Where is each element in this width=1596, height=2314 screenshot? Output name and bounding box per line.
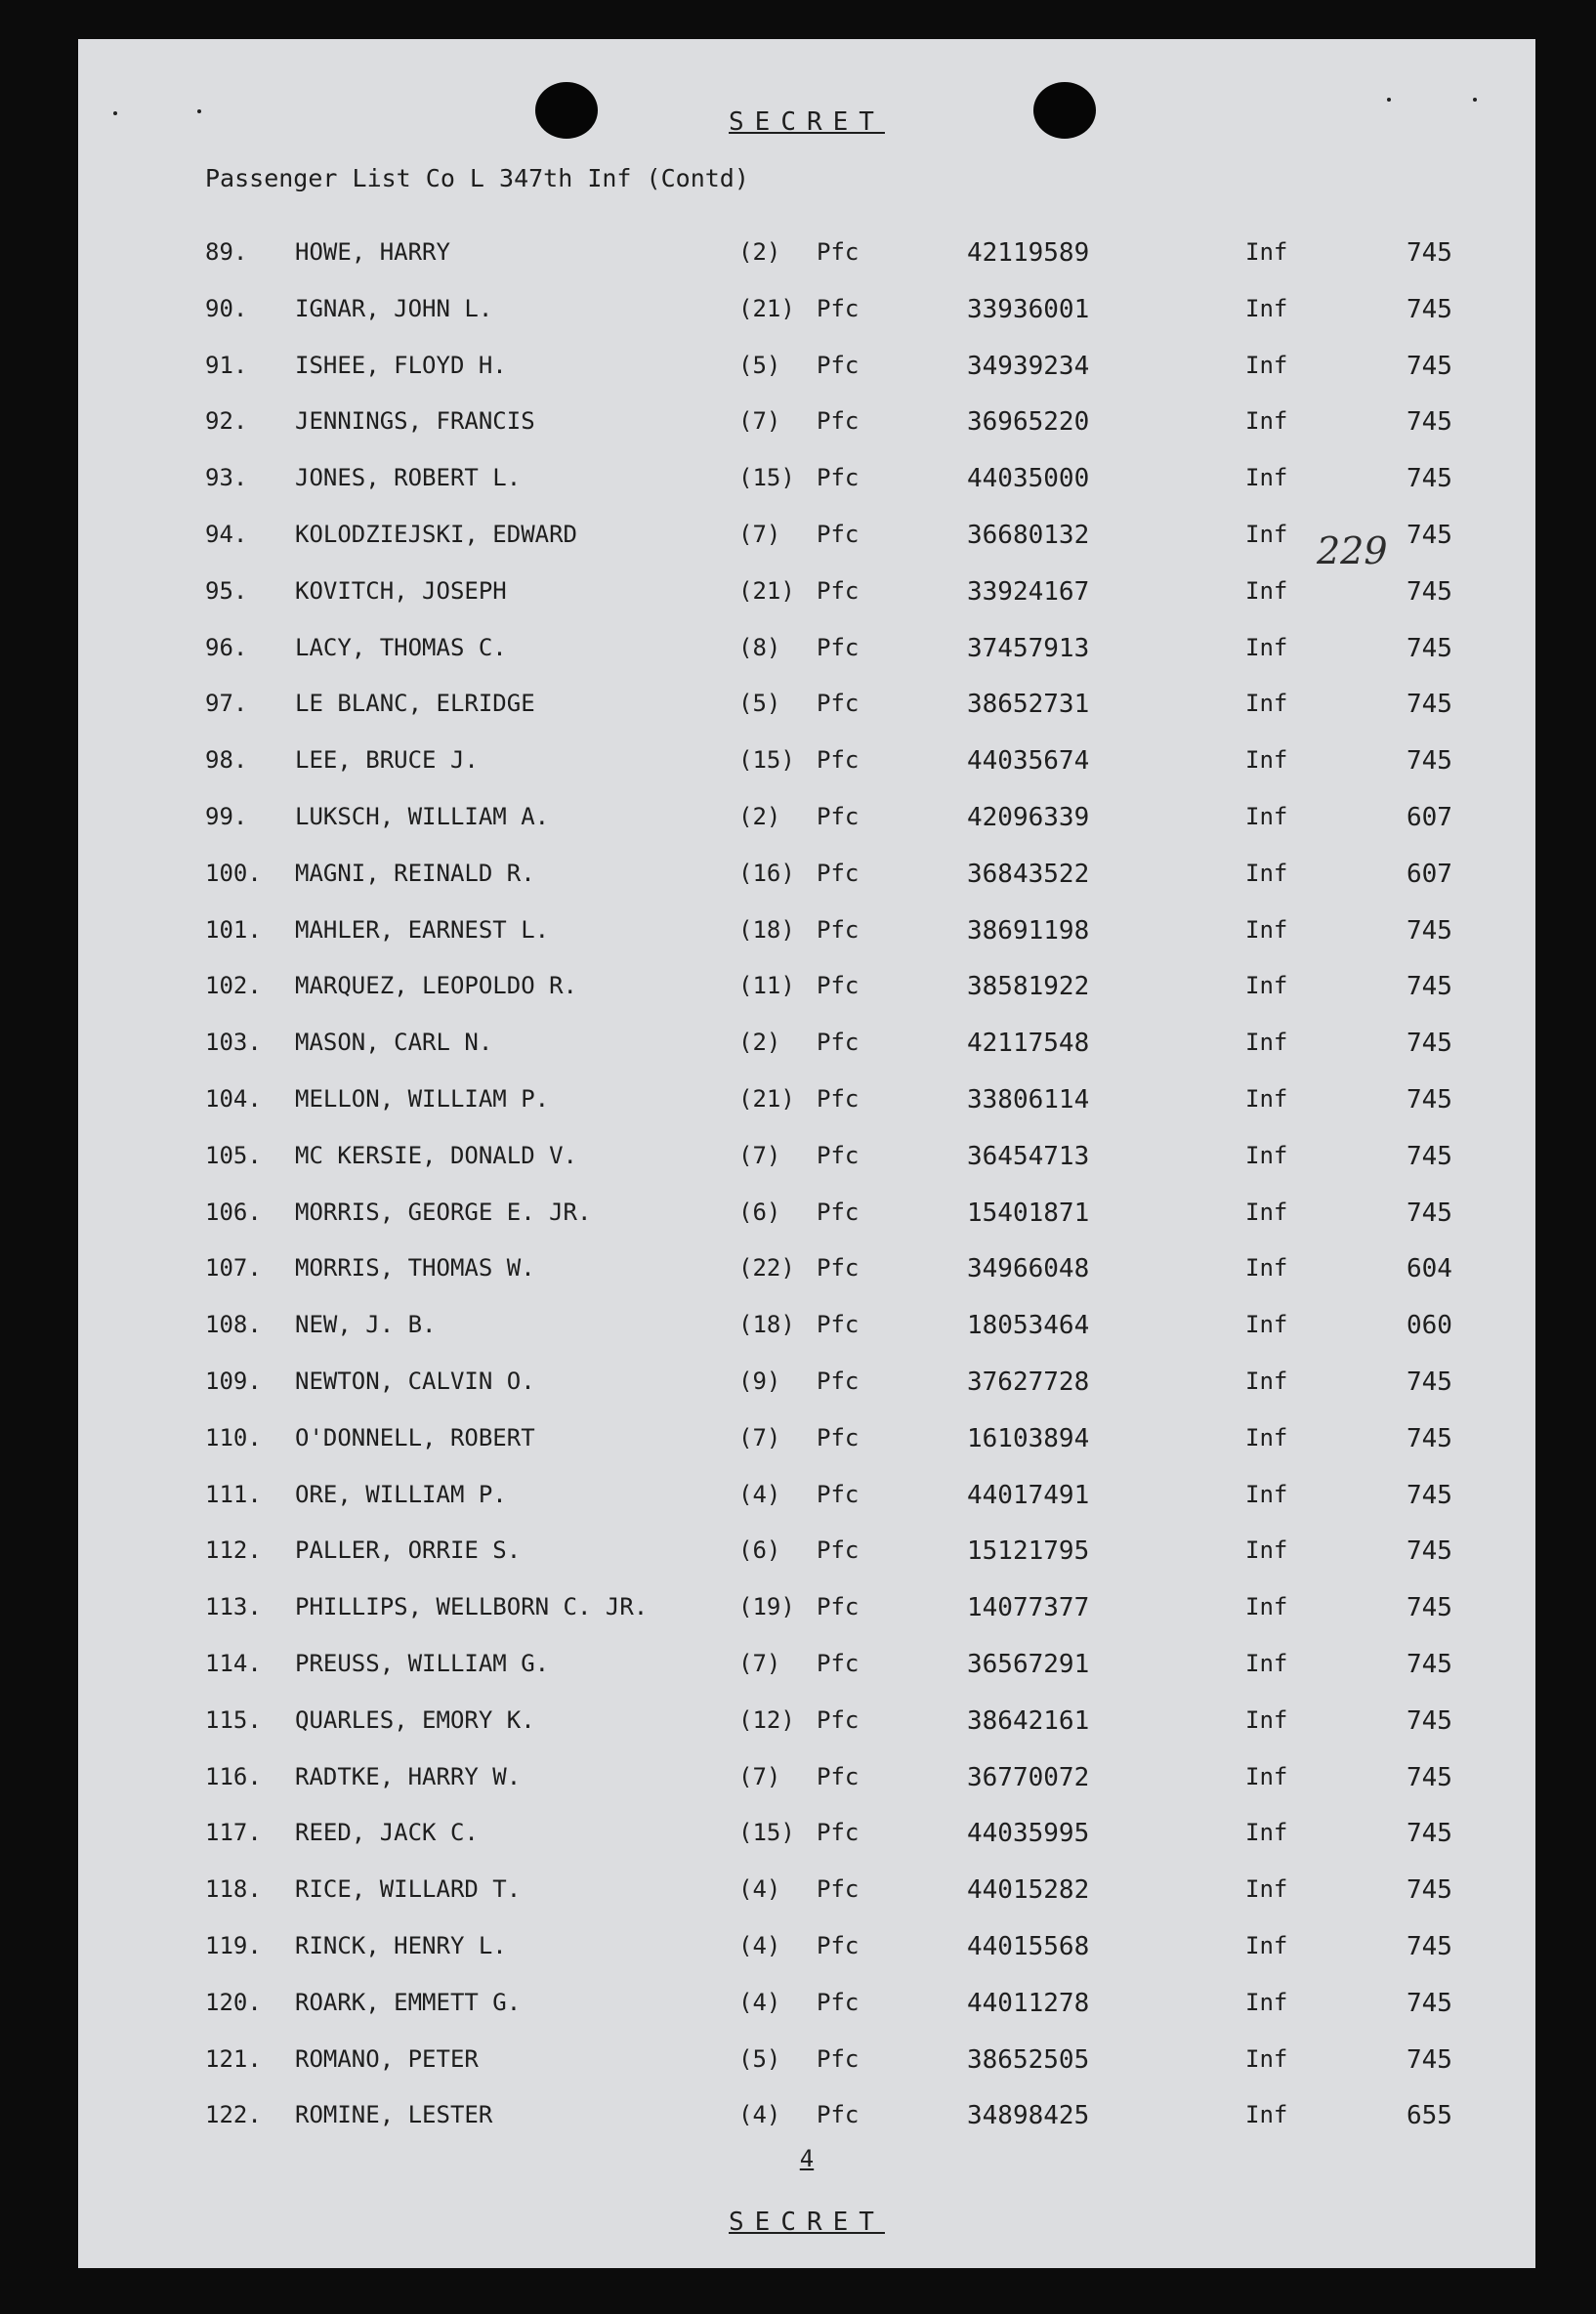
entry-number: 98. <box>205 746 248 775</box>
entry-name: MARQUEZ, LEOPOLDO R. <box>295 972 577 1000</box>
entry-arm: Inf <box>1245 1311 1288 1339</box>
entry-code: 745 <box>1407 1649 1452 1679</box>
entry-group: (5) <box>738 2044 781 2073</box>
entry-group: (18) <box>738 1311 795 1339</box>
entry-rank: Pfc <box>817 1423 860 1452</box>
entry-group: (15) <box>738 746 795 775</box>
entry-name: ORE, WILLIAM P. <box>295 1480 507 1508</box>
entry-serial-number: 42096339 <box>967 802 1090 832</box>
entry-code: 745 <box>1407 1536 1452 1567</box>
entry-serial-number: 44035995 <box>967 1819 1090 1849</box>
entry-name: LEE, BRUCE J. <box>295 746 479 775</box>
entry-name: ROMINE, LESTER <box>295 2101 493 2129</box>
list-item <box>78 1367 1535 1424</box>
entry-number: 107. <box>205 1254 262 1283</box>
entry-number: 92. <box>205 407 248 436</box>
entry-arm: Inf <box>1245 351 1288 379</box>
list-item <box>78 1481 1535 1537</box>
entry-group: (15) <box>738 464 795 492</box>
list-item <box>78 1650 1535 1706</box>
entry-serial-number: 44011278 <box>967 1988 1090 2018</box>
entry-rank: Pfc <box>817 1084 860 1113</box>
speck <box>1387 98 1391 102</box>
entry-rank: Pfc <box>817 1875 860 1904</box>
entry-group: (15) <box>738 1819 795 1847</box>
entry-code: 745 <box>1407 1480 1452 1510</box>
entry-group: (4) <box>738 1931 781 1959</box>
page-number: 4 <box>799 2145 815 2172</box>
entry-code: 745 <box>1407 1029 1452 1059</box>
entry-name: NEWTON, CALVIN O. <box>295 1367 535 1395</box>
entry-name: RADTKE, HARRY W. <box>295 1762 522 1790</box>
document-page <box>78 39 1535 2268</box>
entry-rank: Pfc <box>817 1254 860 1283</box>
entry-rank: Pfc <box>817 690 860 718</box>
list-item <box>78 916 1535 973</box>
entry-arm: Inf <box>1245 576 1288 605</box>
entry-group: (21) <box>738 1084 795 1113</box>
entry-number: 97. <box>205 690 248 718</box>
entry-code: 745 <box>1407 407 1452 438</box>
list-item <box>78 464 1535 521</box>
entry-group: (7) <box>738 1141 781 1169</box>
entry-rank: Pfc <box>817 1705 860 1734</box>
list-item <box>78 1875 1535 1932</box>
entry-rank: Pfc <box>817 1649 860 1677</box>
list-item <box>78 407 1535 464</box>
entry-name: RINCK, HENRY L. <box>295 1931 507 1959</box>
entry-rank: Pfc <box>817 2044 860 2073</box>
entry-code: 745 <box>1407 576 1452 607</box>
entry-code: 745 <box>1407 351 1452 381</box>
entry-group: (16) <box>738 859 795 887</box>
entry-group: (5) <box>738 690 781 718</box>
entry-rank: Pfc <box>817 351 860 379</box>
list-item <box>78 746 1535 803</box>
entry-arm: Inf <box>1245 1198 1288 1226</box>
page-title: Passenger List Co L 347th Inf (Contd) <box>205 164 749 192</box>
entry-arm: Inf <box>1245 1931 1288 1959</box>
entry-group: (11) <box>738 972 795 1000</box>
entry-code: 745 <box>1407 238 1452 268</box>
entry-rank: Pfc <box>817 802 860 830</box>
entry-serial-number: 44015282 <box>967 1875 1090 1906</box>
list-item <box>78 295 1535 352</box>
entry-number: 106. <box>205 1198 262 1226</box>
entry-rank: Pfc <box>817 1311 860 1339</box>
list-item <box>78 2045 1535 2102</box>
entry-group: (7) <box>738 520 781 548</box>
entry-group: (4) <box>738 2101 781 2129</box>
entry-name: ROMANO, PETER <box>295 2044 479 2073</box>
entry-group: (7) <box>738 1762 781 1790</box>
entry-number: 93. <box>205 464 248 492</box>
entry-rank: Pfc <box>817 1931 860 1959</box>
entry-number: 108. <box>205 1311 262 1339</box>
entry-number: 112. <box>205 1536 262 1565</box>
entry-name: KOLODZIEJSKI, EDWARD <box>295 520 577 548</box>
entry-code: 745 <box>1407 1819 1452 1849</box>
entry-serial-number: 38581922 <box>967 972 1090 1002</box>
list-item <box>78 1424 1535 1481</box>
entry-number: 95. <box>205 576 248 605</box>
entry-serial-number: 34898425 <box>967 2101 1090 2131</box>
entry-code: 745 <box>1407 690 1452 720</box>
entry-serial-number: 36770072 <box>967 1762 1090 1792</box>
entry-group: (19) <box>738 1593 795 1621</box>
list-item <box>78 1085 1535 1142</box>
entry-rank: Pfc <box>817 238 860 266</box>
entry-name: LE BLANC, ELRIDGE <box>295 690 535 718</box>
list-item <box>78 860 1535 916</box>
stamp-number: 229 <box>1317 529 1388 572</box>
entry-number: 111. <box>205 1480 262 1508</box>
entry-rank: Pfc <box>817 1141 860 1169</box>
entry-number: 118. <box>205 1875 262 1904</box>
entry-code: 745 <box>1407 1988 1452 2018</box>
entry-arm: Inf <box>1245 1649 1288 1677</box>
entry-code: 060 <box>1407 1311 1452 1341</box>
entry-rank: Pfc <box>817 1367 860 1395</box>
entry-arm: Inf <box>1245 633 1288 661</box>
entry-code: 745 <box>1407 1084 1452 1115</box>
list-item <box>78 1706 1535 1763</box>
entry-code: 745 <box>1407 746 1452 777</box>
entry-name: MELLON, WILLIAM P. <box>295 1084 550 1113</box>
entry-arm: Inf <box>1245 294 1288 322</box>
entry-serial-number: 36567291 <box>967 1649 1090 1679</box>
entry-number: 90. <box>205 294 248 322</box>
entry-number: 105. <box>205 1141 262 1169</box>
list-item <box>78 1819 1535 1875</box>
entry-number: 89. <box>205 238 248 266</box>
entry-arm: Inf <box>1245 1141 1288 1169</box>
entry-serial-number: 38642161 <box>967 1705 1090 1736</box>
entry-arm: Inf <box>1245 1705 1288 1734</box>
entry-arm: Inf <box>1245 238 1288 266</box>
entry-number: 109. <box>205 1367 262 1395</box>
entry-code: 745 <box>1407 1198 1452 1228</box>
entry-group: (5) <box>738 351 781 379</box>
entry-arm: Inf <box>1245 1762 1288 1790</box>
entry-name: RICE, WILLARD T. <box>295 1875 522 1904</box>
entry-number: 96. <box>205 633 248 661</box>
entry-arm: Inf <box>1245 2044 1288 2073</box>
entry-arm: Inf <box>1245 407 1288 436</box>
entry-rank: Pfc <box>817 1988 860 2016</box>
entry-rank: Pfc <box>817 576 860 605</box>
entry-name: MORRIS, THOMAS W. <box>295 1254 535 1283</box>
entry-number: 103. <box>205 1029 262 1057</box>
entry-rank: Pfc <box>817 1762 860 1790</box>
entry-group: (2) <box>738 1029 781 1057</box>
entry-group: (8) <box>738 633 781 661</box>
entry-group: (7) <box>738 407 781 436</box>
entry-code: 745 <box>1407 633 1452 663</box>
entry-group: (4) <box>738 1875 781 1904</box>
entry-name: ROARK, EMMETT G. <box>295 1988 522 2016</box>
entry-code: 745 <box>1407 915 1452 946</box>
entry-serial-number: 36454713 <box>967 1141 1090 1171</box>
list-item <box>78 1763 1535 1820</box>
entry-arm: Inf <box>1245 1084 1288 1113</box>
list-item <box>78 690 1535 746</box>
entry-serial-number: 14077377 <box>967 1593 1090 1623</box>
entry-serial-number: 42117548 <box>967 1029 1090 1059</box>
entry-name: IGNAR, JOHN L. <box>295 294 493 322</box>
classification-header: SECRET <box>729 107 885 137</box>
entry-serial-number: 37627728 <box>967 1367 1090 1397</box>
entry-code: 745 <box>1407 1367 1452 1397</box>
entry-serial-number: 33936001 <box>967 294 1090 324</box>
entry-code: 745 <box>1407 1762 1452 1792</box>
entry-code: 607 <box>1407 802 1452 832</box>
entry-arm: Inf <box>1245 1480 1288 1508</box>
entry-code: 745 <box>1407 464 1452 494</box>
entry-arm: Inf <box>1245 690 1288 718</box>
entry-arm: Inf <box>1245 1875 1288 1904</box>
entry-code: 745 <box>1407 294 1452 324</box>
list-item <box>78 1989 1535 2045</box>
entry-group: (4) <box>738 1988 781 2016</box>
entry-number: 110. <box>205 1423 262 1452</box>
entry-rank: Pfc <box>817 407 860 436</box>
entry-serial-number: 18053464 <box>967 1311 1090 1341</box>
entry-arm: Inf <box>1245 1423 1288 1452</box>
list-item <box>78 521 1535 577</box>
entry-serial-number: 15121795 <box>967 1536 1090 1567</box>
list-item <box>78 1593 1535 1650</box>
list-item <box>78 1536 1535 1593</box>
entry-arm: Inf <box>1245 1536 1288 1565</box>
entry-arm: Inf <box>1245 1593 1288 1621</box>
entry-rank: Pfc <box>817 1480 860 1508</box>
entry-serial-number: 44035674 <box>967 746 1090 777</box>
entry-name: JONES, ROBERT L. <box>295 464 522 492</box>
entry-name: ISHEE, FLOYD H. <box>295 351 507 379</box>
entry-code: 745 <box>1407 1875 1452 1906</box>
entry-group: (21) <box>738 294 795 322</box>
entry-rank: Pfc <box>817 1819 860 1847</box>
entry-group: (9) <box>738 1367 781 1395</box>
entry-name: O'DONNELL, ROBERT <box>295 1423 535 1452</box>
entry-name: JENNINGS, FRANCIS <box>295 407 535 436</box>
entry-group: (7) <box>738 1649 781 1677</box>
entry-rank: Pfc <box>817 2101 860 2129</box>
speck <box>1473 98 1477 102</box>
entry-rank: Pfc <box>817 633 860 661</box>
entry-number: 116. <box>205 1762 262 1790</box>
entry-arm: Inf <box>1245 802 1288 830</box>
entry-name: MC KERSIE, DONALD V. <box>295 1141 577 1169</box>
entry-number: 94. <box>205 520 248 548</box>
entry-arm: Inf <box>1245 1254 1288 1283</box>
entry-number: 121. <box>205 2044 262 2073</box>
entry-number: 91. <box>205 351 248 379</box>
entry-rank: Pfc <box>817 1198 860 1226</box>
list-item <box>78 238 1535 295</box>
entry-name: LUKSCH, WILLIAM A. <box>295 802 550 830</box>
entry-group: (2) <box>738 238 781 266</box>
entry-rank: Pfc <box>817 464 860 492</box>
entry-code: 607 <box>1407 859 1452 889</box>
entry-rank: Pfc <box>817 1593 860 1621</box>
entry-arm: Inf <box>1245 1029 1288 1057</box>
entry-arm: Inf <box>1245 2101 1288 2129</box>
entry-name: LACY, THOMAS C. <box>295 633 507 661</box>
entry-arm: Inf <box>1245 464 1288 492</box>
entry-group: (18) <box>738 915 795 944</box>
entry-arm: Inf <box>1245 1988 1288 2016</box>
entry-name: PREUSS, WILLIAM G. <box>295 1649 550 1677</box>
list-item <box>78 972 1535 1029</box>
entry-serial-number: 37457913 <box>967 633 1090 663</box>
entry-arm: Inf <box>1245 1367 1288 1395</box>
entry-code: 745 <box>1407 2044 1452 2075</box>
entry-name: PALLER, ORRIE S. <box>295 1536 522 1565</box>
entry-serial-number: 16103894 <box>967 1423 1090 1453</box>
entry-number: 99. <box>205 802 248 830</box>
entry-code: 655 <box>1407 2101 1452 2131</box>
entry-number: 102. <box>205 972 262 1000</box>
entry-rank: Pfc <box>817 915 860 944</box>
entry-group: (6) <box>738 1198 781 1226</box>
list-item <box>78 803 1535 860</box>
entry-group: (7) <box>738 1423 781 1452</box>
entry-code: 745 <box>1407 972 1452 1002</box>
entry-number: 114. <box>205 1649 262 1677</box>
entry-arm: Inf <box>1245 915 1288 944</box>
entry-serial-number: 34939234 <box>967 351 1090 381</box>
list-item <box>78 1932 1535 1989</box>
entry-name: NEW, J. B. <box>295 1311 437 1339</box>
entry-name: MASON, CARL N. <box>295 1029 493 1057</box>
entry-number: 120. <box>205 1988 262 2016</box>
entry-code: 745 <box>1407 520 1452 550</box>
entry-number: 104. <box>205 1084 262 1113</box>
entry-serial-number: 44017491 <box>967 1480 1090 1510</box>
list-item <box>78 634 1535 691</box>
entry-group: (6) <box>738 1536 781 1565</box>
entry-arm: Inf <box>1245 859 1288 887</box>
entry-arm: Inf <box>1245 746 1288 775</box>
entry-name: MAHLER, EARNEST L. <box>295 915 550 944</box>
entry-rank: Pfc <box>817 972 860 1000</box>
entry-group: (12) <box>738 1705 795 1734</box>
entry-serial-number: 33924167 <box>967 576 1090 607</box>
list-item <box>78 352 1535 408</box>
classification-footer: SECRET <box>729 2208 885 2237</box>
entry-name: MORRIS, GEORGE E. JR. <box>295 1198 592 1226</box>
entry-rank: Pfc <box>817 294 860 322</box>
list-item <box>78 1199 1535 1255</box>
entry-serial-number: 15401871 <box>967 1198 1090 1228</box>
entry-arm: Inf <box>1245 972 1288 1000</box>
entry-serial-number: 38652731 <box>967 690 1090 720</box>
entry-name: KOVITCH, JOSEPH <box>295 576 507 605</box>
entry-name: PHILLIPS, WELLBORN C. JR. <box>295 1593 649 1621</box>
entry-rank: Pfc <box>817 520 860 548</box>
entry-group: (2) <box>738 802 781 830</box>
entry-group: (22) <box>738 1254 795 1283</box>
list-item <box>78 1311 1535 1367</box>
list-item <box>78 1142 1535 1199</box>
entry-code: 745 <box>1407 1141 1452 1171</box>
entry-serial-number: 36680132 <box>967 520 1090 550</box>
entry-code: 745 <box>1407 1593 1452 1623</box>
entry-rank: Pfc <box>817 746 860 775</box>
entry-serial-number: 44015568 <box>967 1931 1090 1961</box>
entry-serial-number: 34966048 <box>967 1254 1090 1284</box>
entry-number: 101. <box>205 915 262 944</box>
entry-rank: Pfc <box>817 1029 860 1057</box>
entry-serial-number: 36843522 <box>967 859 1090 889</box>
entry-serial-number: 33806114 <box>967 1084 1090 1115</box>
list-item <box>78 1254 1535 1311</box>
entry-number: 100. <box>205 859 262 887</box>
entry-code: 745 <box>1407 1931 1452 1961</box>
passenger-list <box>78 238 1535 2158</box>
entry-arm: Inf <box>1245 520 1288 548</box>
entry-serial-number: 36965220 <box>967 407 1090 438</box>
entry-serial-number: 38652505 <box>967 2044 1090 2075</box>
entry-serial-number: 38691198 <box>967 915 1090 946</box>
entry-number: 113. <box>205 1593 262 1621</box>
entry-name: MAGNI, REINALD R. <box>295 859 535 887</box>
entry-code: 745 <box>1407 1705 1452 1736</box>
entry-group: (4) <box>738 1480 781 1508</box>
entry-name: HOWE, HARRY <box>295 238 450 266</box>
entry-number: 115. <box>205 1705 262 1734</box>
entry-arm: Inf <box>1245 1819 1288 1847</box>
entry-code: 604 <box>1407 1254 1452 1284</box>
entry-serial-number: 44035000 <box>967 464 1090 494</box>
entry-rank: Pfc <box>817 859 860 887</box>
entry-code: 745 <box>1407 1423 1452 1453</box>
entry-group: (21) <box>738 576 795 605</box>
entry-number: 117. <box>205 1819 262 1847</box>
entry-number: 122. <box>205 2101 262 2129</box>
entry-number: 119. <box>205 1931 262 1959</box>
entry-rank: Pfc <box>817 1536 860 1565</box>
list-item <box>78 577 1535 634</box>
entry-name: REED, JACK C. <box>295 1819 479 1847</box>
entry-name: QUARLES, EMORY K. <box>295 1705 535 1734</box>
list-item <box>78 1029 1535 1085</box>
entry-serial-number: 42119589 <box>967 238 1090 268</box>
